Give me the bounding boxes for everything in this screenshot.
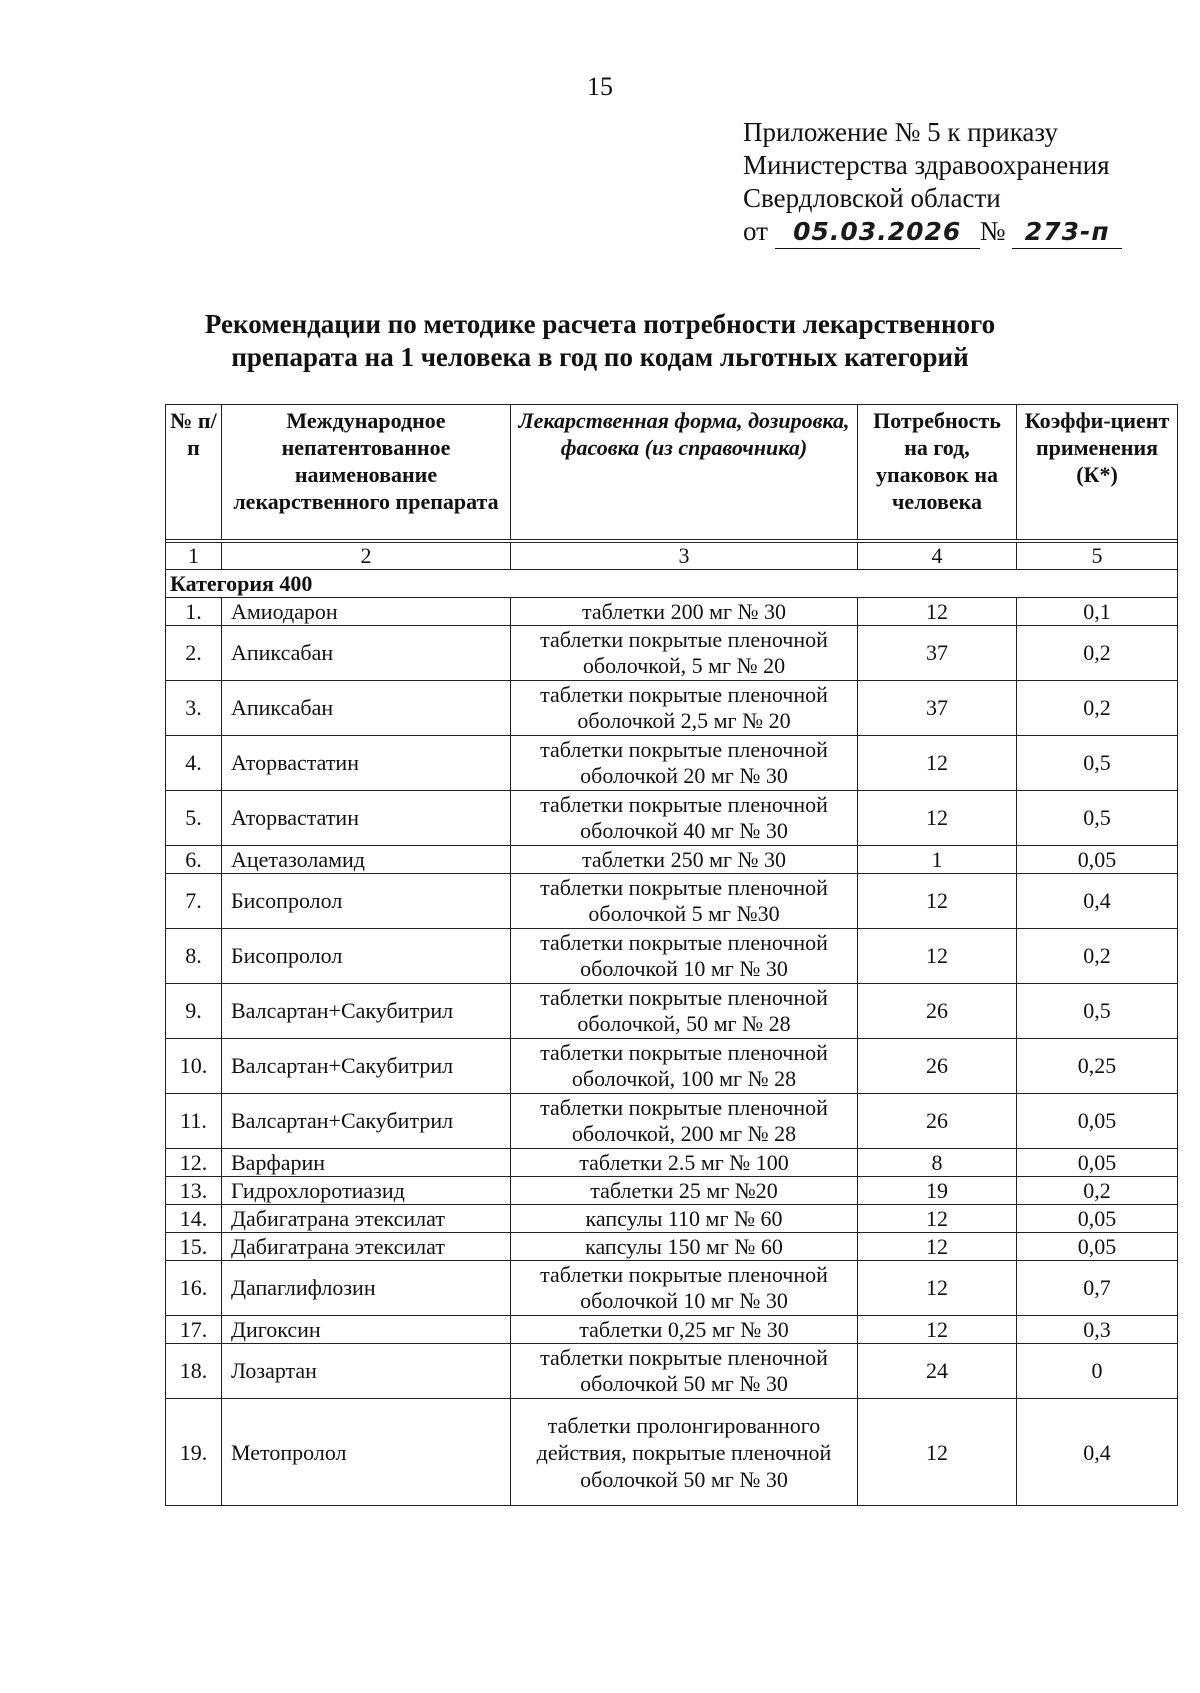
coefficient: 0,5 [1017,984,1178,1039]
drug-name: Валсартан+Сакубитрил [222,1039,511,1094]
page-number: 15 [587,72,613,101]
date-field [775,215,980,249]
appendix-line-2: Министерства здравоохранения [743,150,1110,180]
coefficient: 0,2 [1017,681,1178,736]
number-field [1012,215,1122,249]
annual-need: 8 [858,1149,1017,1177]
appendix-block [743,116,1122,249]
coefficient: 0,05 [1017,1094,1178,1149]
dosage-form: таблетки покрытые пленочной оболочкой, 5 мг № 20 [511,626,858,681]
annual-need: 12 [858,1399,1017,1506]
header-coef: Коэффи-циент применения (К*) [1017,405,1178,540]
drug-name: Дабигатрана этексилат [222,1205,511,1233]
table-row [166,1344,1178,1399]
coefficient: 0,1 [1017,598,1178,626]
coefficient: 0,7 [1017,1261,1178,1316]
row-number: 1. [166,598,222,626]
dosage-form: таблетки покрытые пленочной оболочкой 40 мг № 30 [511,791,858,846]
coefficient: 0,25 [1017,1039,1178,1094]
dosage-form: таблетки покрытые пленочной оболочкой 10 мг № 30 [511,929,858,984]
annual-need: 12 [858,791,1017,846]
coefficient: 0,5 [1017,736,1178,791]
table-row [166,874,1178,929]
row-number: 7. [166,874,222,929]
annual-need: 37 [858,626,1017,681]
drug-name: Ацетазоламид [222,846,511,874]
row-number: 12. [166,1149,222,1177]
table-row [166,1205,1178,1233]
handwritten-number: 273-п [1024,217,1110,246]
annual-need: 37 [858,681,1017,736]
coefficient: 0,2 [1017,929,1178,984]
dosage-form: таблетки 0,25 мг № 30 [511,1316,858,1344]
header-form: Лекарственная форма, дозировка, фасовка (из справочника) [511,405,858,540]
row-number: 5. [166,791,222,846]
drug-name: Апиксабан [222,681,511,736]
drug-name: Амиодарон [222,598,511,626]
annual-need: 12 [858,736,1017,791]
dosage-form: таблетки 25 мг №20 [511,1177,858,1205]
table-row [166,1261,1178,1316]
table-row [166,1039,1178,1094]
drug-name: Бисопролол [222,874,511,929]
coefficient: 0,05 [1017,1233,1178,1261]
document-title [0,308,1200,374]
appendix-line-1: Приложение № 5 к приказу [743,117,1058,147]
drug-name: Валсартан+Сакубитрил [222,1094,511,1149]
row-number: 4. [166,736,222,791]
category-row [166,570,1178,598]
dosage-form: таблетки покрытые пленочной оболочкой 5 мг №30 [511,874,858,929]
table-row [166,681,1178,736]
drug-name: Метопролол [222,1399,511,1506]
table-row [166,626,1178,681]
table-row [166,984,1178,1039]
table-row [166,846,1178,874]
drug-name: Аторвастатин [222,791,511,846]
table-row [166,1094,1178,1149]
drug-name: Гидрохлоротиазид [222,1177,511,1205]
coefficient: 0,5 [1017,791,1178,846]
annual-need: 26 [858,1039,1017,1094]
dosage-form: таблетки покрытые пленочной оболочкой 20 мг № 30 [511,736,858,791]
coefficient: 0,3 [1017,1316,1178,1344]
header-name: Международное непатентованное наименование лекарственного препарата [222,405,511,540]
coefficient: 0,4 [1017,1399,1178,1506]
appendix-line-3: Свердловской области [743,183,1001,213]
drug-name: Варфарин [222,1149,511,1177]
drug-name: Апиксабан [222,626,511,681]
column-number: 4 [858,543,1017,570]
dosage-form: капсулы 110 мг № 60 [511,1205,858,1233]
annual-need: 26 [858,1094,1017,1149]
row-number: 2. [166,626,222,681]
column-number: 5 [1017,543,1178,570]
annual-need: 12 [858,1205,1017,1233]
table-row [166,1233,1178,1261]
row-number: 6. [166,846,222,874]
annual-need: 12 [858,929,1017,984]
dosage-form: таблетки покрытые пленочной оболочкой, 50 мг № 28 [511,984,858,1039]
table-row [166,791,1178,846]
drug-name: Бисопролол [222,929,511,984]
row-number: 16. [166,1261,222,1316]
dosage-form: таблетки пролонгированного действия, покрытые пленочной оболочкой 50 мг № 30 [511,1399,858,1506]
dosage-form: капсулы 150 мг № 60 [511,1233,858,1261]
dosage-form: таблетки 250 мг № 30 [511,846,858,874]
row-number: 18. [166,1344,222,1399]
header-need: Потребность на год, упаковок на человека [858,405,1017,540]
category-label: Категория 400 [166,570,1178,598]
dosage-form: таблетки покрытые пленочной оболочкой 50 мг № 30 [511,1344,858,1399]
annual-need: 19 [858,1177,1017,1205]
dosage-form: таблетки покрытые пленочной оболочкой, 100 мг № 28 [511,1039,858,1094]
column-number: 1 [166,543,222,570]
table-row [166,1149,1178,1177]
annual-need: 12 [858,1233,1017,1261]
appendix-signature-row [743,215,1122,249]
dosage-form: таблетки 2.5 мг № 100 [511,1149,858,1177]
annual-need: 24 [858,1344,1017,1399]
coefficient: 0,2 [1017,1177,1178,1205]
row-number: 3. [166,681,222,736]
dosage-form: таблетки покрытые пленочной оболочкой 2,5 мг № 20 [511,681,858,736]
column-number: 3 [511,543,858,570]
from-label: от [743,216,768,246]
drug-name: Дабигатрана этексилат [222,1233,511,1261]
annual-need: 26 [858,984,1017,1039]
row-number: 17. [166,1316,222,1344]
handwritten-date: 05.03.2026 [793,217,962,246]
table-row [166,736,1178,791]
header-row [166,405,1178,540]
coefficient: 0,05 [1017,846,1178,874]
coefficient: 0,05 [1017,1205,1178,1233]
table-row [166,598,1178,626]
row-number: 19. [166,1399,222,1506]
table-row [166,1399,1178,1506]
table-row [166,1177,1178,1205]
number-label: № [979,216,1006,246]
dosage-form: таблетки покрытые пленочной оболочкой, 200 мг № 28 [511,1094,858,1149]
table-body [166,598,1178,1506]
drug-name: Лозартан [222,1344,511,1399]
coefficient: 0,4 [1017,874,1178,929]
row-number: 14. [166,1205,222,1233]
row-number: 8. [166,929,222,984]
title-line-1: Рекомендации по методике расчета потребности лекарственного [204,309,996,339]
drug-name: Валсартан+Сакубитрил [222,984,511,1039]
header-num: № п/п [166,405,222,540]
table-row [166,929,1178,984]
row-number: 15. [166,1233,222,1261]
coefficient: 0,2 [1017,626,1178,681]
medication-table [165,404,1178,1506]
annual-need: 1 [858,846,1017,874]
table-row [166,1316,1178,1344]
row-number: 13. [166,1177,222,1205]
dosage-form: таблетки 200 мг № 30 [511,598,858,626]
drug-name: Дапаглифлозин [222,1261,511,1316]
row-number: 11. [166,1094,222,1149]
column-number: 2 [222,543,511,570]
drug-name: Дигоксин [222,1316,511,1344]
dosage-form: таблетки покрытые пленочной оболочкой 10 мг № 30 [511,1261,858,1316]
drug-name: Аторвастатин [222,736,511,791]
row-number: 10. [166,1039,222,1094]
coefficient: 0 [1017,1344,1178,1399]
annual-need: 12 [858,598,1017,626]
column-number-row [166,543,1178,570]
annual-need: 12 [858,1261,1017,1316]
row-number: 9. [166,984,222,1039]
coefficient: 0,05 [1017,1149,1178,1177]
annual-need: 12 [858,1316,1017,1344]
annual-need: 12 [858,874,1017,929]
title-line-2: препарата на 1 человека в год по кодам льготных категорий [231,342,969,372]
